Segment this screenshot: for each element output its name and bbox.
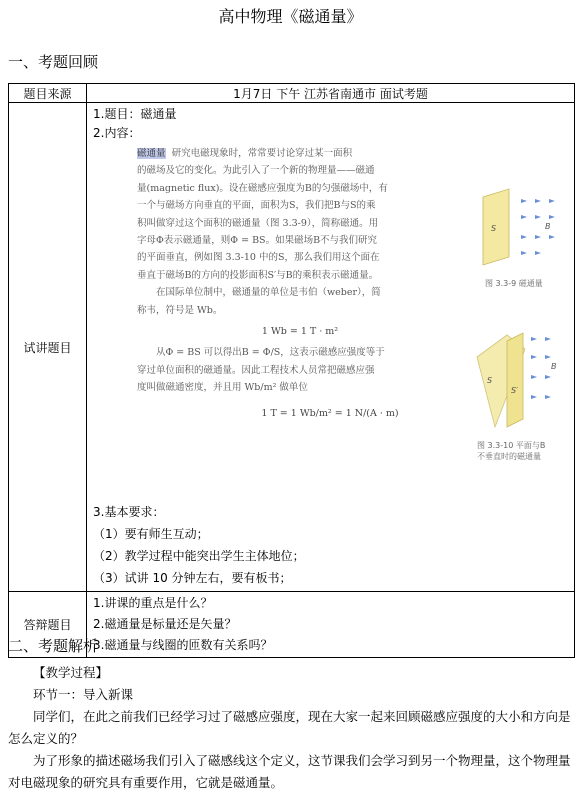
requirement-item: （1）要有师生互动； xyxy=(93,527,209,541)
requirement-item: （3）试讲 10 分钟左右，要有板书； xyxy=(93,571,292,585)
figure-perpendicular-plane xyxy=(475,185,559,275)
projection-label: S′ xyxy=(511,386,518,395)
analysis-body xyxy=(8,662,573,790)
field-label: B xyxy=(545,222,551,231)
excerpt-line: 垂直于磁场B的方向的投影面积S′与B的乘积表示磁通量。 xyxy=(137,269,379,281)
excerpt-line: 的磁场及它的变化。为此引入了一个新的物理量——磁通 xyxy=(137,165,375,177)
paragraph: 为了形象的描述磁场我们引入了磁感线这个定义，这节课我们会学习到另一个物理量，这个物理量对电磁现象的研究具有重要作用，它就是磁通量。 xyxy=(8,753,571,790)
requirement-item: （2）教学过程中能突出学生主体地位； xyxy=(93,549,305,563)
figure-caption: 图 3.3-9 磁通量 xyxy=(485,279,543,288)
table-row xyxy=(9,84,575,103)
requirements-heading: 3.基本要求： xyxy=(93,505,165,519)
excerpt-line: 的平面垂直，例如图 3.3-10 中的S，那么我们用这个面在 xyxy=(137,252,380,264)
excerpt-line: 度叫做磁通密度，并且用 Wb/m² 做单位 xyxy=(137,382,308,394)
figure-caption: 不垂直时的磁通量 xyxy=(477,452,541,461)
textbook-excerpt xyxy=(93,145,568,497)
excerpt-line: 积叫做穿过这个面积的磁通量（图 3.3-9），简称磁通。用 xyxy=(137,217,379,229)
content-line: 2.内容： xyxy=(93,126,141,140)
excerpt-line: 在国际单位制中，磁通量的单位是韦伯（weber），简 xyxy=(156,287,381,299)
question-item: 1.讲课的重点是什么？ xyxy=(93,596,213,610)
defense-questions xyxy=(87,592,575,658)
table-row xyxy=(9,103,575,592)
plane-label: S xyxy=(491,224,497,233)
section-heading-review: 一、考题回顾 xyxy=(8,53,99,71)
figure-caption: 图 3.3-10 平面与B xyxy=(477,441,546,450)
projection-plane-shape xyxy=(507,333,523,427)
excerpt-line: 从Φ = BS 可以得出B = Φ/S，这表示磁感应强度等于 xyxy=(156,347,385,359)
excerpt-line: 量(magnetic flux)。设在磁感应强度为B的匀强磁场中，有 xyxy=(137,182,388,194)
excerpt-line: 称韦，符号是 Wb。 xyxy=(137,304,223,316)
lecture-label: 试讲题目 xyxy=(9,103,87,592)
question-item: 2.磁通量是标量还是矢量？ xyxy=(93,617,237,631)
question-item: 3.磁通量与线圈的匝数有关系吗？ xyxy=(93,638,273,652)
lecture-content xyxy=(87,103,575,592)
source-value: 1月7日 下午 江苏省南通市 面试考题 xyxy=(87,84,575,103)
defense-label: 答辩题目 xyxy=(9,592,87,658)
excerpt-line: 字母Φ表示磁通量，则Φ = BS。如果磁场B不与我们研究 xyxy=(137,235,378,247)
tilted-plane-label: S xyxy=(487,376,493,385)
figure-tilted-plane xyxy=(471,327,561,437)
field-arrows xyxy=(531,337,551,399)
term-highlight: 磁通量 xyxy=(137,148,166,159)
teaching-process-heading: 【教学过程】 xyxy=(33,665,109,680)
paragraph: 同学们，在此之前我们已经学习过了磁感应强度，现在大家一起来回顾磁感应强度的大小和方向是怎么定义的？ xyxy=(8,709,571,746)
source-label: 题目来源 xyxy=(9,84,87,103)
field-label: B xyxy=(551,362,557,371)
topic-line: 1.题目：磁通量 xyxy=(93,107,177,121)
excerpt-line: 一个与磁场方向垂直的平面，面积为S，我们把B与S的乘 xyxy=(137,200,376,212)
step-heading: 环节一：导入新课 xyxy=(33,687,134,702)
equation-wb: 1 Wb = 1 T · m² xyxy=(261,326,339,338)
excerpt-line: 研究电磁现象时，常常要讨论穿过某一面积 xyxy=(171,148,353,159)
page-title: 高中物理《磁通量》 xyxy=(218,7,363,26)
exam-table xyxy=(8,83,575,658)
section-heading-analysis: 二、考题解析 xyxy=(8,637,99,655)
excerpt-line: 穿过单位面积的磁通量。因此工程技术人员常把磁感应强 xyxy=(137,364,375,376)
excerpt-text xyxy=(137,145,463,422)
equation-tesla: 1 T = 1 Wb/m² = 1 N/(A · m) xyxy=(261,407,399,419)
